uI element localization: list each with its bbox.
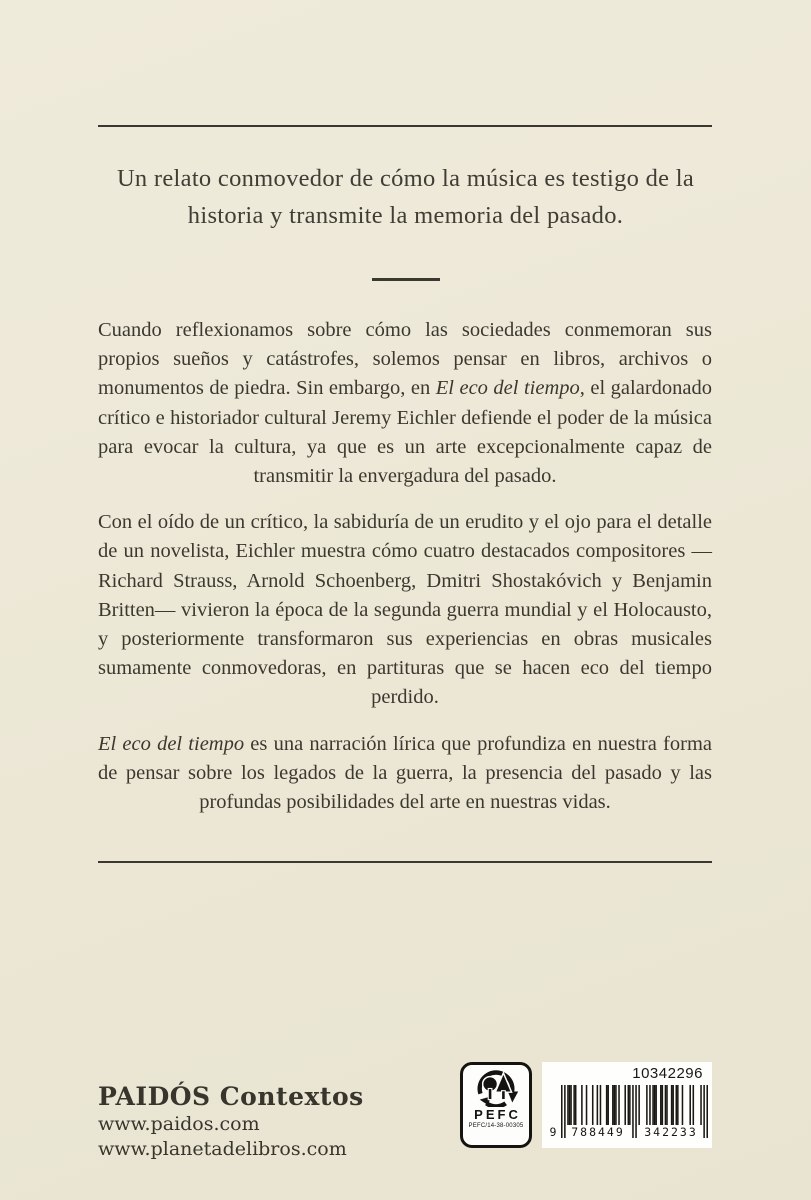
bottom-rule [98,861,712,863]
barcode-digits-right: 342233 [644,1125,698,1139]
barcode-digit-first: 9 [549,1125,557,1139]
publisher-url-paidos: www.paidos.com [98,1113,260,1135]
headline-line: historia y transmite la memoria del pasado. [187,202,624,229]
barcode-top-number: 10342296 [632,1065,703,1082]
paragraph-1: Cuando reflexionamos sobre cómo las sociedades conmemoran sus propios sueños y catástrofes, solemos pensar en libros, archivos o monumentos de piedra. Sin embargo, en El eco del tiempo, el galardonado crítico e historiador cultural Jeremy Eichler defiende el poder de la música para evocar la cultura, ya que es un arte excepcionalmente capaz de transmitir la envergadura del pasado. [98,319,712,488]
top-rule [98,125,712,127]
dash-divider [372,278,440,281]
barcode-digits-left: 788449 [571,1125,625,1139]
pefc-trees-icon [473,1067,519,1107]
paragraph-2: Con el oído de un crítico, la sabiduría de un erudito y el ojo para el detalle de un novelista, Eichler muestra cómo cuatro destacados compositores —Richard Strauss, Arnold Schoenberg, Dmitri Shostakóvich y Benjamin Britten— vivieron la época de la segunda guerra mundial y el Holocausto, y posteriormente transformaron sus experiencias en obras musicales sumamente conmovedoras, en partituras que se hacen eco del tiempo perdido. [98,511,712,709]
headline-line: Un relato conmovedor de cómo la música es testigo de la [116,165,695,192]
barcode [542,1062,712,1148]
paragraph-3: El eco del tiempo es una narración lírica que profundiza en nuestra forma de pensar sobre los legados de la guerra, la presencia del pasado y las profundas posibilidades del arte en nuestras vidas. [98,732,712,814]
publisher-brand: PAIDÓS Contextos [98,1082,364,1111]
headline [66,160,746,234]
pefc-cert-number: PEFC/14-38-00305 [468,1123,524,1129]
barcode-bars-area [549,1085,708,1139]
publisher-block [98,1082,364,1161]
pefc-certification-badge [460,1062,532,1148]
pefc-wordmark: PEFC [474,1107,521,1122]
synopsis [98,316,712,834]
publisher-url-planetadelibros: www.planetadelibros.com [98,1137,347,1160]
